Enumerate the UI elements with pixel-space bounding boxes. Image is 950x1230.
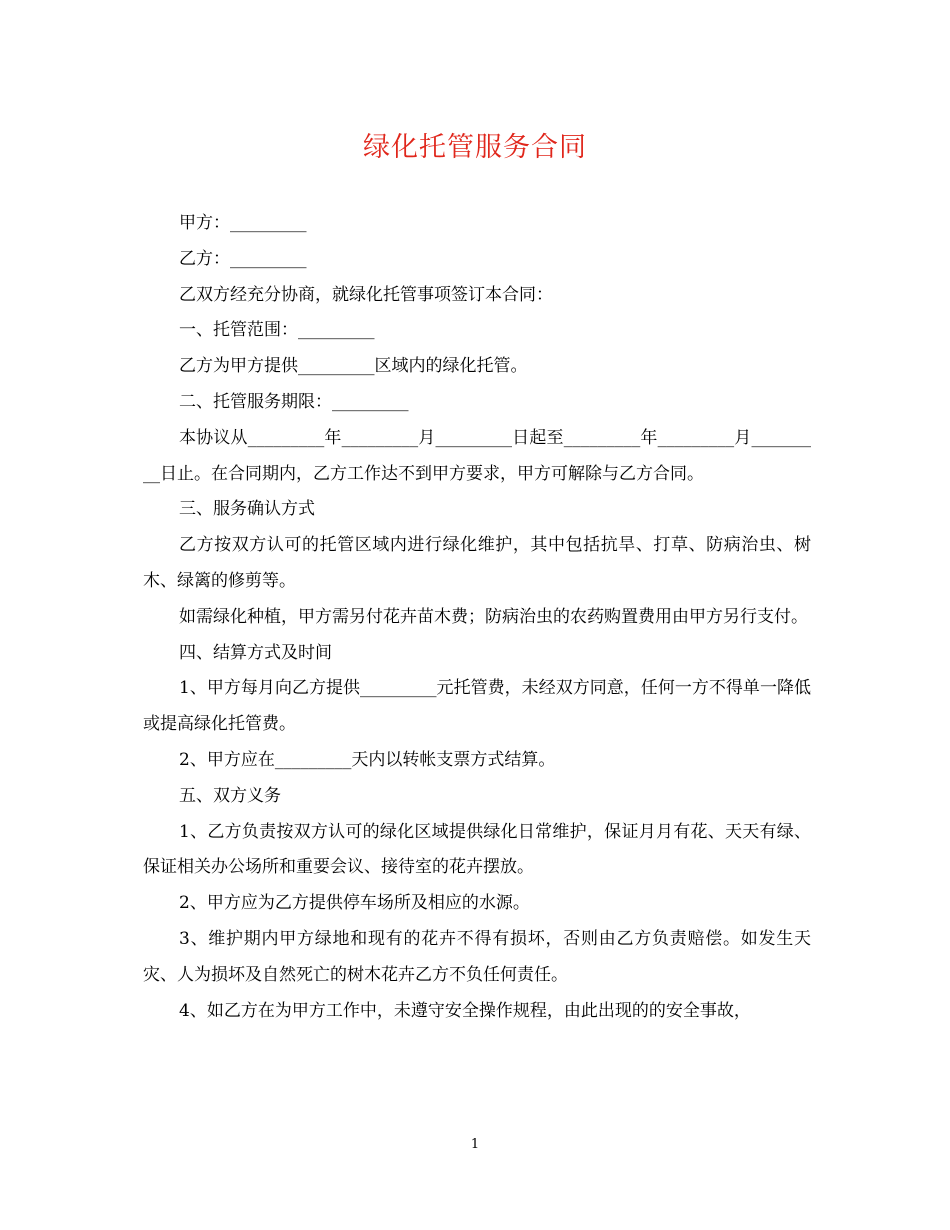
paragraph: 乙方按双方认可的托管区域内进行绿化维护，其中包括抗旱、打草、防病治虫、树木、绿篱的修剪等。 — [143, 535, 811, 591]
paragraph: 4、如乙方在为甲方工作中，未遵守安全操作规程，由此出现的的安全事故， — [179, 1000, 751, 1021]
paragraph: 1、乙方负责按双方认可的绿化区域提供绿化日常维护，保证月月有花、天天有绿、保证相关办公场所和重要会议、接待室的花卉摆放。 — [143, 821, 811, 878]
paragraph: 乙方为甲方提供_________区域内的绿化托管。 — [179, 356, 528, 377]
document-body — [143, 206, 811, 1029]
paragraph: 三、服务确认方式 — [179, 499, 315, 520]
paragraph: 1、甲方每月向乙方提供_________元托管费，未经双方同意，任何一方不得单一降低或提高绿化托管费。 — [143, 678, 811, 735]
paragraph: 本协议从_________年_________月_________日起至_________年_________月_________日止。在合同期内，乙方工作达不到甲方要求，甲方可解除与乙方合同。 — [143, 427, 811, 484]
paragraph: 3、维护期内甲方绿地和现有的花卉不得有损坏，否则由乙方负责赔偿。如发生天灾、人为损坏及自然死亡的树木花卉乙方不负任何责任。 — [143, 928, 811, 985]
paragraph: 四、结算方式及时间 — [179, 642, 332, 663]
paragraph: 2、甲方应为乙方提供停车场所及相应的水源。 — [179, 893, 530, 914]
paragraph: 二、托管服务期限：_________ — [179, 391, 409, 412]
paragraph: 甲方：_________ — [179, 213, 307, 233]
document-title: 绿化托管服务合同 — [363, 132, 587, 163]
paragraph: 乙方：_________ — [179, 248, 307, 269]
paragraph: 如需绿化种植，甲方需另付花卉苗木费；防病治虫的农药购置费用由甲方另行支付。 — [179, 606, 808, 627]
page-number: 1 — [470, 1137, 480, 1152]
paragraph: 五、双方义务 — [179, 785, 281, 806]
paragraph: 2、甲方应在_________天内以转帐支票方式结算。 — [179, 749, 556, 770]
paragraph: 一、托管范围：_________ — [179, 320, 375, 341]
paragraph: 乙双方经充分协商，就绿化托管事项签订本合同： — [179, 284, 553, 305]
